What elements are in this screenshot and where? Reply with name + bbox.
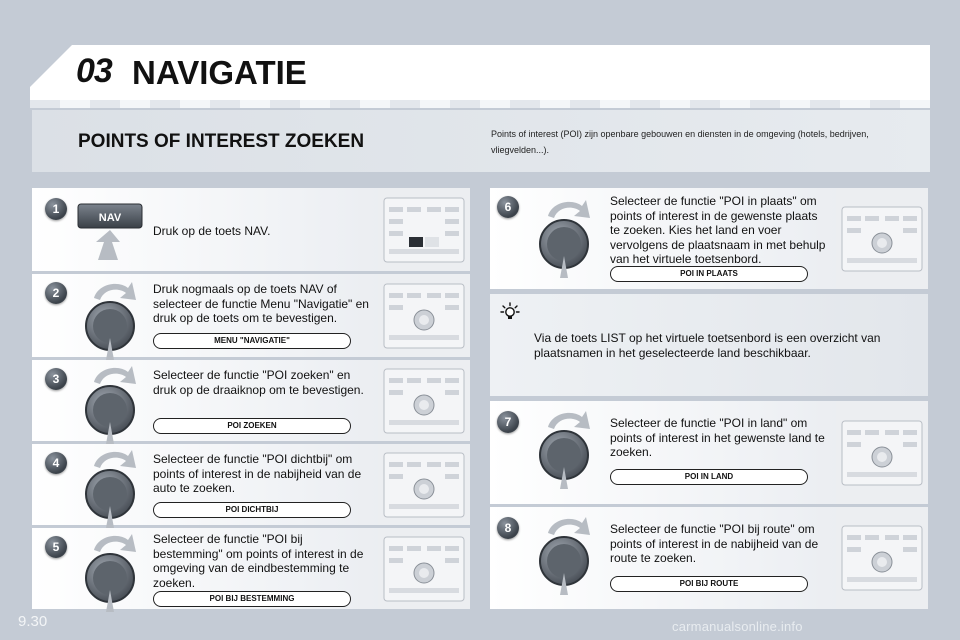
radio-thumbnail bbox=[378, 188, 470, 271]
rotary-knob-icon bbox=[76, 360, 144, 446]
radio-unit-icon bbox=[841, 525, 923, 591]
radio-unit-icon bbox=[383, 197, 465, 263]
radio-unit-icon bbox=[383, 283, 465, 349]
step-text: Selecteer de functie "POI zoeken" en druk op de draaiknop om te bevestigen. bbox=[153, 368, 364, 397]
menu-label: POI BIJ BESTEMMING bbox=[153, 591, 351, 607]
section-intro: Points of interest (POI) zijn openbare gebouwen en diensten in de omgeving (hotels, bedrijven, vliegvelden...). bbox=[491, 129, 869, 155]
step-text: Druk nogmaals op de toets NAV of selecteer de functie Menu "Navigatie" en druk op de toets om te bevestigen. bbox=[153, 282, 369, 325]
menu-label: MENU "NAVIGATIE" bbox=[153, 333, 351, 349]
step-number-badge: 5 bbox=[45, 536, 67, 558]
radio-unit-icon bbox=[383, 452, 465, 518]
rotary-knob-icon bbox=[530, 405, 598, 491]
radio-thumbnail bbox=[378, 274, 470, 357]
page-number: 9.30 bbox=[18, 613, 48, 630]
radio-unit-icon bbox=[841, 206, 923, 272]
section-title: POINTS OF INTEREST ZOEKEN bbox=[78, 131, 365, 152]
step-panel-6 bbox=[490, 188, 928, 289]
menu-label: POI IN PLAATS bbox=[610, 266, 808, 282]
step-text: Selecteer de functie "POI bij bestemming" om points of interest in de omgeving van de eindbestemming te zoeken. bbox=[153, 532, 364, 590]
rotary-knob-icon bbox=[530, 511, 598, 597]
step-number-badge: 3 bbox=[45, 368, 67, 390]
radio-thumbnail bbox=[378, 360, 470, 441]
rotary-knob-icon bbox=[530, 194, 598, 280]
step-panel-2 bbox=[32, 274, 470, 357]
rotary-knob-icon bbox=[76, 444, 144, 530]
step-panel-5 bbox=[32, 528, 470, 609]
step-panel-3 bbox=[32, 360, 470, 441]
tip-text: Via de toets LIST op het virtuele toetsenbord is een overzicht van plaatsnamen in het geselecteerde land beschikbaar. bbox=[534, 331, 881, 360]
step-panel-8 bbox=[490, 507, 928, 609]
menu-label: POI ZOEKEN bbox=[153, 418, 351, 434]
step-number-badge: 2 bbox=[45, 282, 67, 304]
radio-thumbnail bbox=[836, 401, 928, 504]
step-text: Selecteer de functie "POI bij route" om points of interest in de nabijheid van de route te zoeken. bbox=[610, 522, 819, 565]
nav-button-icon bbox=[76, 202, 146, 262]
radio-unit-icon bbox=[383, 536, 465, 602]
radio-thumbnail bbox=[836, 507, 928, 609]
page-title: NAVIGATIE bbox=[132, 54, 307, 91]
step-text: Druk op de toets NAV. bbox=[153, 224, 271, 238]
rotary-knob-icon bbox=[76, 528, 144, 614]
radio-unit-icon bbox=[383, 368, 465, 434]
step-panel-1 bbox=[32, 188, 470, 271]
step-text: Selecteer de functie "POI in plaats" om points of interest in de gewenste plaats te zoeken. Kies het land en voer vervolgens de plaatsnaam in met behulp van het virtuele toetsenbord. bbox=[610, 194, 826, 266]
menu-label: POI BIJ ROUTE bbox=[610, 576, 808, 592]
step-text: Selecteer de functie "POI in land" om points of interest in het gewenste land te zoeken. bbox=[610, 416, 825, 459]
rotary-knob-icon bbox=[76, 276, 144, 362]
step-panel-7 bbox=[490, 401, 928, 504]
step-number-badge: 8 bbox=[497, 517, 519, 539]
radio-thumbnail bbox=[836, 188, 928, 289]
step-number-badge: 1 bbox=[45, 198, 67, 220]
step-panel-4 bbox=[32, 444, 470, 525]
watermark: carmanualsonline.info bbox=[672, 619, 803, 634]
radio-thumbnail bbox=[378, 444, 470, 525]
lightbulb-icon bbox=[500, 302, 520, 322]
header-decoration bbox=[30, 100, 930, 108]
step-number-badge: 6 bbox=[497, 196, 519, 218]
radio-unit-icon bbox=[841, 420, 923, 486]
step-text: Selecteer de functie "POI dichtbij" om points of interest in de nabijheid van de auto te zoeken. bbox=[153, 452, 362, 495]
svg-text:NAV: NAV bbox=[98, 212, 122, 224]
step-number-badge: 4 bbox=[45, 452, 67, 474]
step-number-badge: 7 bbox=[497, 411, 519, 433]
radio-thumbnail bbox=[378, 528, 470, 609]
menu-label: POI IN LAND bbox=[610, 469, 808, 485]
chapter-number: 03 bbox=[76, 52, 112, 90]
menu-label: POI DICHTBIJ bbox=[153, 502, 351, 518]
